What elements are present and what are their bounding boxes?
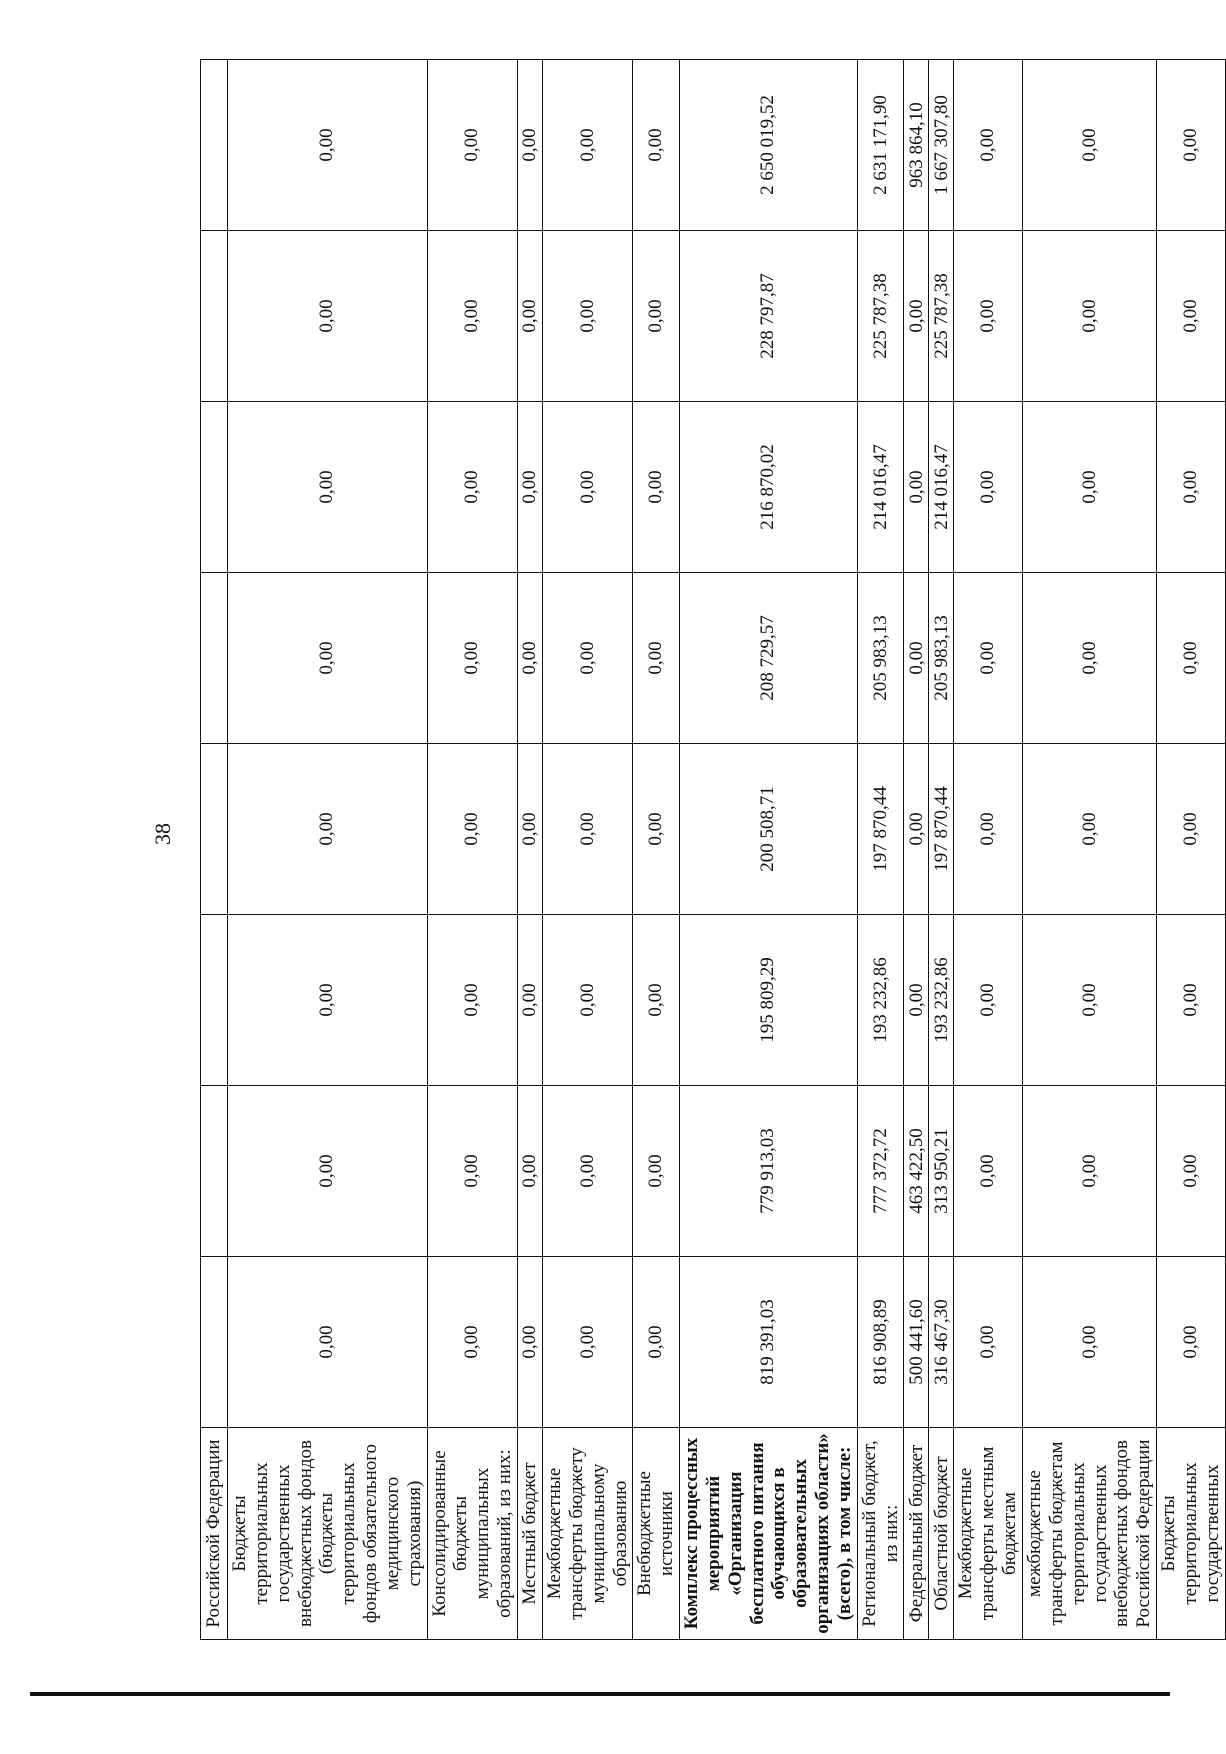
value-cell: 0,00	[228, 1086, 428, 1257]
value-cell: 0,00	[228, 744, 428, 915]
value-cell: 0,00	[427, 1086, 517, 1257]
value-cell: 0,00	[633, 1086, 680, 1257]
table-row	[1023, 60, 1157, 1640]
value-cell: 0,00	[1157, 60, 1226, 231]
value-cell: 0,00	[228, 915, 428, 1086]
value-cell: 463 422,50	[904, 1086, 929, 1257]
value-cell: 197 870,44	[929, 744, 954, 915]
value-cell: 0,00	[633, 231, 680, 402]
row-label: Межбюджетные трансферты местным бюджетам	[954, 1428, 1023, 1640]
row-label: Областной бюджет	[929, 1428, 954, 1640]
value-cell: 0,00	[904, 915, 929, 1086]
table-row	[857, 60, 904, 1640]
value-cell: 1 667 307,80	[929, 60, 954, 231]
row-label: межбюджетные трансферты бюджетам территориальных государственных внебюджетных фондов Российской Федерации	[1023, 1428, 1157, 1640]
value-cell: 0,00	[1023, 915, 1157, 1086]
row-label: Бюджеты территориальных государственных внебюджетных фондов (бюджеты территориальных фондов обязательного медицинского страхования)	[228, 1428, 428, 1640]
value-cell: 216 870,02	[680, 402, 858, 573]
value-cell: 0,00	[633, 402, 680, 573]
bottom-rule	[30, 1692, 1170, 1696]
value-cell: 0,00	[517, 744, 542, 915]
value-cell: 214 016,47	[857, 402, 904, 573]
value-cell: 193 232,86	[929, 915, 954, 1086]
value-cell: 0,00	[1157, 1086, 1226, 1257]
value-cell: 0,00	[427, 402, 517, 573]
value-cell: 225 787,38	[929, 231, 954, 402]
value-cell: 225 787,38	[857, 231, 904, 402]
value-cell: 0,00	[954, 402, 1023, 573]
row-label: Местный бюджет	[517, 1428, 542, 1640]
value-cell: 0,00	[517, 60, 542, 231]
value-cell: 0,00	[954, 915, 1023, 1086]
value-cell: 500 441,60	[904, 1257, 929, 1428]
value-cell: 0,00	[1023, 1086, 1157, 1257]
value-cell: 197 870,44	[857, 744, 904, 915]
table-row	[427, 60, 517, 1640]
value-cell: 0,00	[427, 1257, 517, 1428]
row-label: Консолидированные бюджеты муниципальных образований, из них:	[427, 1428, 517, 1640]
value-cell: 0,00	[427, 231, 517, 402]
table-row	[201, 60, 228, 1640]
value-cell: 0,00	[542, 1257, 632, 1428]
value-cell: 0,00	[517, 402, 542, 573]
value-cell: 0,00	[633, 573, 680, 744]
budget-table	[200, 59, 1226, 1640]
value-cell: 0,00	[542, 60, 632, 231]
row-label: Внебюджетные источники	[633, 1428, 680, 1640]
table-row	[954, 60, 1023, 1640]
value-cell	[201, 915, 228, 1086]
value-cell	[201, 744, 228, 915]
value-cell: 214 016,47	[929, 402, 954, 573]
value-cell: 208 729,57	[680, 573, 858, 744]
value-cell: 0,00	[542, 402, 632, 573]
value-cell: 0,00	[904, 231, 929, 402]
row-label: Региональный бюджет, из них:	[857, 1428, 904, 1640]
value-cell: 0,00	[228, 60, 428, 231]
value-cell: 0,00	[954, 744, 1023, 915]
value-cell: 0,00	[633, 60, 680, 231]
value-cell: 2 631 171,90	[857, 60, 904, 231]
value-cell: 316 467,30	[929, 1257, 954, 1428]
value-cell: 0,00	[228, 231, 428, 402]
value-cell: 0,00	[904, 744, 929, 915]
row-label: Комплекс процессных мероприятий «Организация бесплатного питания обучающихся в образовательных организациях области» (всего), в том числе:	[680, 1428, 858, 1640]
value-cell: 193 232,86	[857, 915, 904, 1086]
value-cell: 0,00	[1023, 402, 1157, 573]
value-cell: 0,00	[517, 1086, 542, 1257]
value-cell: 0,00	[427, 744, 517, 915]
value-cell: 0,00	[1023, 1257, 1157, 1428]
value-cell: 0,00	[1157, 744, 1226, 915]
value-cell: 0,00	[954, 231, 1023, 402]
value-cell: 0,00	[1157, 915, 1226, 1086]
table-row	[517, 60, 542, 1640]
value-cell	[201, 402, 228, 573]
value-cell: 313 950,21	[929, 1086, 954, 1257]
value-cell: 0,00	[1157, 231, 1226, 402]
value-cell: 0,00	[633, 1257, 680, 1428]
value-cell: 0,00	[517, 915, 542, 1086]
value-cell: 816 908,89	[857, 1257, 904, 1428]
value-cell: 0,00	[954, 60, 1023, 231]
value-cell: 0,00	[228, 402, 428, 573]
value-cell: 0,00	[954, 1257, 1023, 1428]
value-cell	[201, 60, 228, 231]
table-row	[542, 60, 632, 1640]
value-cell: 0,00	[228, 1257, 428, 1428]
value-cell	[201, 1086, 228, 1257]
value-cell	[201, 1257, 228, 1428]
value-cell: 0,00	[542, 915, 632, 1086]
value-cell: 200 508,71	[680, 744, 858, 915]
value-cell: 0,00	[1023, 231, 1157, 402]
value-cell: 0,00	[427, 573, 517, 744]
value-cell: 0,00	[904, 573, 929, 744]
value-cell: 0,00	[228, 573, 428, 744]
row-label: Межбюджетные трансферты бюджету муниципальному образованию	[542, 1428, 632, 1640]
value-cell: 195 809,29	[680, 915, 858, 1086]
table-row	[228, 60, 428, 1640]
value-cell: 0,00	[1157, 402, 1226, 573]
table-row	[929, 60, 954, 1640]
value-cell: 0,00	[542, 231, 632, 402]
value-cell: 819 391,03	[680, 1257, 858, 1428]
value-cell: 0,00	[542, 744, 632, 915]
value-cell: 0,00	[427, 915, 517, 1086]
value-cell: 0,00	[1023, 573, 1157, 744]
value-cell: 2 650 019,52	[680, 60, 858, 231]
value-cell: 963 864,10	[904, 60, 929, 231]
value-cell: 0,00	[1023, 60, 1157, 231]
value-cell: 228 797,87	[680, 231, 858, 402]
value-cell: 0,00	[517, 573, 542, 744]
value-cell: 0,00	[427, 60, 517, 231]
value-cell: 0,00	[954, 573, 1023, 744]
value-cell	[201, 573, 228, 744]
value-cell: 0,00	[542, 1086, 632, 1257]
value-cell: 0,00	[517, 1257, 542, 1428]
page-number: 38	[150, 823, 175, 845]
table-row	[633, 60, 680, 1640]
value-cell: 0,00	[954, 1086, 1023, 1257]
value-cell: 779 913,03	[680, 1086, 858, 1257]
value-cell: 0,00	[1157, 573, 1226, 744]
row-label: Бюджеты территориальных государственных	[1157, 1428, 1226, 1640]
value-cell: 0,00	[517, 231, 542, 402]
value-cell: 205 983,13	[929, 573, 954, 744]
row-label: Федеральный бюджет	[904, 1428, 929, 1640]
table-row	[680, 60, 858, 1640]
rotated-table-wrapper	[200, 60, 1223, 1640]
value-cell: 0,00	[1157, 1257, 1226, 1428]
value-cell: 0,00	[904, 402, 929, 573]
table-row	[904, 60, 929, 1640]
table-row	[1157, 60, 1226, 1640]
value-cell: 205 983,13	[857, 573, 904, 744]
value-cell: 0,00	[542, 573, 632, 744]
value-cell: 0,00	[633, 915, 680, 1086]
value-cell: 0,00	[1023, 744, 1157, 915]
value-cell: 777 372,72	[857, 1086, 904, 1257]
row-label: Российской Федерации	[201, 1428, 228, 1640]
value-cell	[201, 231, 228, 402]
value-cell: 0,00	[633, 744, 680, 915]
